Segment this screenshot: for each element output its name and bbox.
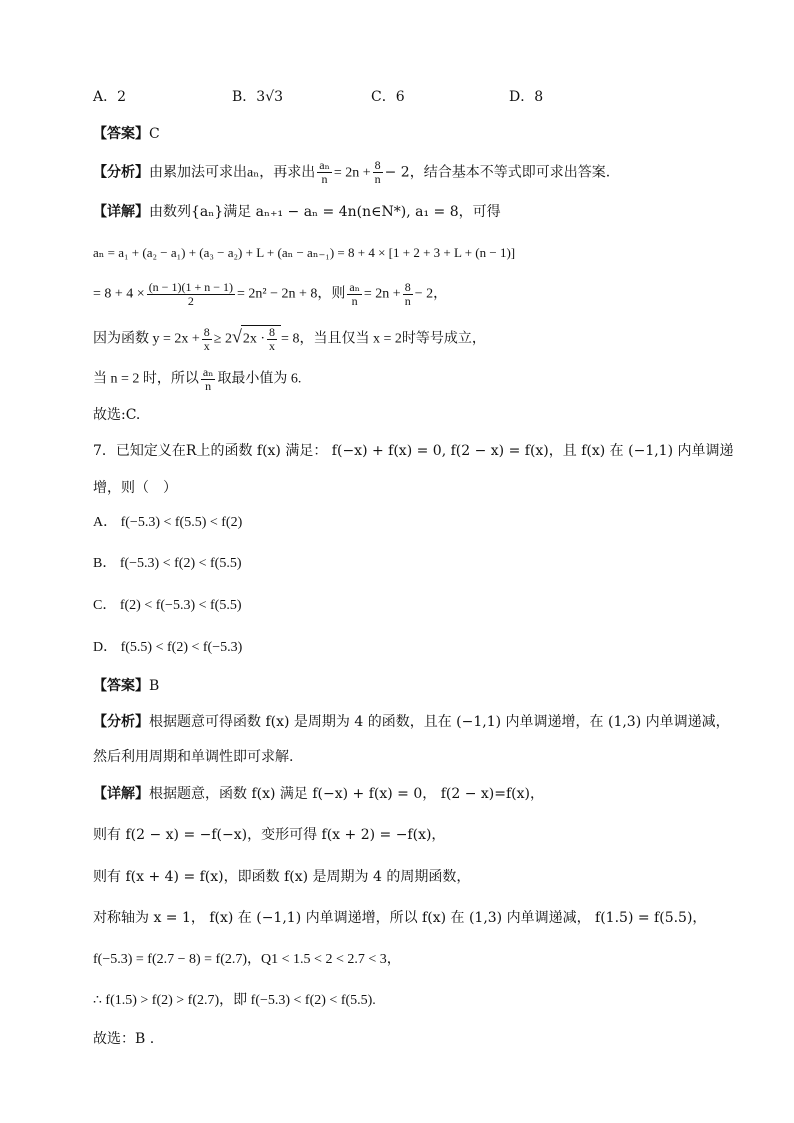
frac-den: n <box>321 172 328 186</box>
sqrt-body: 2x · <box>242 331 266 347</box>
frac-den: x <box>269 339 276 353</box>
q6-answer: C <box>149 126 160 142</box>
detail-tag: 【详解】 <box>93 786 149 802</box>
frac-num: 8 <box>404 280 411 294</box>
q7-analysis-1: 根据题意可得函数 f(x) 是周期为 4 的函数，且在 (−1,1) 内单调递增，在 (1,3) 内单调递减， <box>149 714 730 730</box>
q6-detail4-frac <box>202 326 212 353</box>
q6-detail3-frac3 <box>403 281 413 308</box>
frac-den: n <box>374 172 381 186</box>
q6-detail3-c: = 2n + <box>363 286 401 302</box>
frac-den: n <box>351 294 358 308</box>
q6-detail3-a: = 8 + 4 × <box>93 286 145 302</box>
q6-detail-line-3 <box>93 281 734 308</box>
sqrt-sign: √ <box>231 326 242 347</box>
q6-detail4-c: = 8，当且仅当 x = 2时等号成立， <box>281 331 486 347</box>
prev-choice-b: B．3√3 <box>232 89 284 105</box>
q6-analysis-end: − 2，结合基本不等式即可求出答案. <box>384 164 611 181</box>
q6-analysis-mid: = 2n + <box>333 165 371 181</box>
q7-option-b: B． f(−5.3) < f(2) < f(5.5) <box>93 556 242 571</box>
q7-stem-line-2: 增，则（ ） <box>93 480 177 496</box>
frac-num: (n − 1)(1 + n − 1) <box>148 280 233 294</box>
q6-analysis-frac2 <box>373 159 383 186</box>
analysis-tag: 【分析】 <box>93 164 149 181</box>
q6-analysis-line <box>93 159 734 186</box>
q6-detail3-frac2 <box>347 281 362 308</box>
q6-detail3-frac <box>147 281 235 308</box>
q6-detail-line-4 <box>93 325 734 353</box>
q6-detail4-frac2 <box>267 326 277 353</box>
q6-analysis-frac <box>317 159 332 186</box>
q7-analysis-line-1 <box>93 712 734 732</box>
frac-num: aₙ <box>319 158 330 172</box>
q6-detail3-d: − 2， <box>414 286 448 302</box>
answer-tag: 【答案】 <box>93 126 149 142</box>
q7-detail-line-3: 则有 f(x + 4) = f(x)，即函数 f(x) 是周期为 4 的周期函数， <box>93 869 471 885</box>
q6-detail-1: 由数列{aₙ}满足 aₙ₊₁ − aₙ = 4n(n∈N*), a₁ = 8，可得 <box>149 204 501 220</box>
analysis-tag: 【分析】 <box>93 714 149 730</box>
frac-den: n <box>404 294 411 308</box>
q6-detail3-b: = 2n² − 2n + 8，则 <box>236 286 346 302</box>
q7-conclusion: 故选：B . <box>93 1031 155 1047</box>
frac-num: 8 <box>203 325 210 339</box>
q6-detail4-b: ≥ 2 <box>213 331 232 347</box>
q7-option-a: A． f(−5.3) < f(5.5) < f(2) <box>93 515 243 530</box>
q7-answer-line <box>93 676 734 696</box>
q6-detail4-a: 因为函数 y = 2x + <box>93 331 200 347</box>
frac-den: x <box>203 339 210 353</box>
prev-choice-d: D．8 <box>509 89 544 105</box>
frac-num: aₙ <box>202 365 214 379</box>
q6-detail-line-5 <box>93 366 734 393</box>
detail-tag: 【详解】 <box>93 204 149 220</box>
q7-detail-line-1 <box>93 784 734 804</box>
frac-num: aₙ <box>349 280 360 294</box>
frac-num: 8 <box>269 325 276 339</box>
q6-answer-line <box>93 124 734 144</box>
q7-stem-line-1: 7．已知定义在R上的函数 f(x) 满足： f(−x) + f(x) = 0, f(2 − x) = f(x)，且 f(x) 在 (−1,1) 内单调递 <box>93 443 734 459</box>
prev-choice-c: C．6 <box>371 89 405 105</box>
frac-num: 8 <box>374 158 381 172</box>
q7-answer: B <box>149 678 160 694</box>
answer-tag: 【答案】 <box>93 678 149 694</box>
q7-option-c: C． f(2) < f(−5.3) < f(5.5) <box>93 598 242 613</box>
q6-detail5-a: 当 n = 2 时，所以 <box>93 371 199 387</box>
q6-detail4-sqrt <box>241 325 281 353</box>
q7-detail-line-6: ∴ f(1.5) > f(2) > f(2.7)，即 f(−5.3) < f(2) < f(5.5). <box>93 993 376 1008</box>
frac-den: n <box>205 379 212 393</box>
q6-detail5-frac <box>201 366 216 393</box>
q7-detail-line-5: f(−5.3) = f(2.7 − 8) = f(2.7)，Q1 < 1.5 < 2 < 2.7 < 3， <box>93 952 401 967</box>
q6-detail-line-1 <box>93 202 734 222</box>
q6-detail-line-2: aₙ = a₁ + (a₂ − a₁) + (a₃ − a₂) + L + (aₙ − aₙ₋₁) = 8 + 4 × [1 + 2 + 3 + L + (n − 1)] <box>93 245 516 260</box>
frac-den: 2 <box>187 294 194 308</box>
q7-detail-line-2: 则有 f(2 − x) = −f(−x)，变形可得 f(x + 2) = −f(x)， <box>93 827 446 843</box>
q6-analysis-b: ，再求出 <box>259 164 316 181</box>
q7-detail-line-4: 对称轴为 x = 1， f(x) 在 (−1,1) 内单调递增，所以 f(x) 在 (1,3) 内单调递减， f(1.5) = f(5.5)， <box>93 910 707 926</box>
q7-analysis-line-2: 然后利用周期和单调性即可求解. <box>93 749 294 765</box>
prev-choice-a: A．2 <box>93 89 127 105</box>
q7-detail-1: 根据题意，函数 f(x) 满足 f(−x) + f(x) = 0， f(2 − x)=f(x)， <box>149 786 544 802</box>
q6-detail5-b: 取最小值为 6. <box>217 371 302 387</box>
q6-analysis-an: aₙ <box>247 165 260 181</box>
q6-analysis-a: 由累加法可求出 <box>149 164 247 181</box>
q6-conclusion: 故选:C. <box>93 407 141 423</box>
q7-option-d: D． f(5.5) < f(2) < f(−5.3) <box>93 640 243 655</box>
